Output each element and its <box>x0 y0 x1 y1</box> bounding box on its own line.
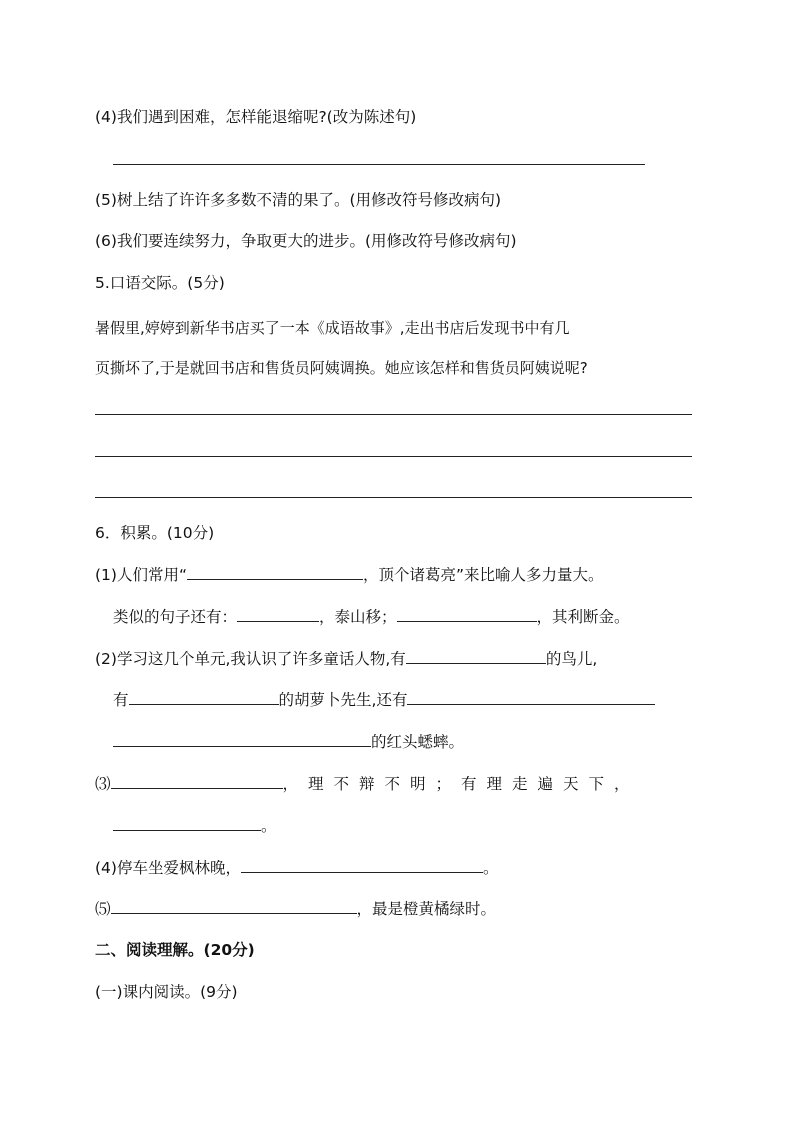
q6-item2-line2 <box>113 689 655 711</box>
q6-item2-text-a: (2)学习这几个单元,我认识了许多童话人物,有 <box>95 650 406 668</box>
q6-item5-text-a: ⑸ <box>95 900 111 918</box>
q6-item1-blank-1[interactable] <box>187 564 363 580</box>
q6-item2-text-b: 的鸟儿, <box>545 650 598 668</box>
q6-item1-text-c: 类似的句子还有： <box>113 608 238 626</box>
q6-item3-text-a: ⑶ <box>95 775 111 793</box>
q6-item1-blank-3[interactable] <box>397 606 537 622</box>
q5-answer-line-1[interactable] <box>95 414 692 415</box>
q6-item4-text-b: 。 <box>482 859 499 877</box>
q6-item2-blank-2[interactable] <box>129 689 279 705</box>
q6-item5-blank[interactable] <box>111 898 357 914</box>
q6-item1-text-d: ，泰山移； <box>319 608 397 626</box>
q6-item1-text-e: ，其利断金。 <box>536 608 630 626</box>
q6-item5-text-b: ，最是橙黄橘绿时。 <box>356 900 497 918</box>
q6-item2-line1 <box>95 648 597 670</box>
q6-item1-line1 <box>95 564 604 586</box>
q6-item2-line3 <box>113 731 464 753</box>
q6-item2-text-d: 的胡萝卜先生,还有 <box>278 691 408 709</box>
q5-paragraph-line2: 页撕坏了,于是就回书店和售货员阿姨调换。她应该怎样和售货员阿姨说呢? <box>95 359 588 377</box>
q6-item3-text-b: ，理不辩不明；有理走遍天下， <box>282 775 640 793</box>
q6-item3-text-c: 。 <box>261 817 277 835</box>
q6-item2-text-e: 的红头蟋蟀。 <box>371 733 465 751</box>
q6-item2-blank-4[interactable] <box>113 731 371 747</box>
section2-title: 二、阅读理解。(20分) <box>95 941 255 959</box>
q4-item4-answer-line[interactable] <box>113 164 645 165</box>
q6-item5 <box>95 898 496 920</box>
q6-item2-text-c: 有 <box>113 691 129 709</box>
q6-item1-text-a: (1)人们常用“ <box>95 566 187 584</box>
section2-sub1-title: (一)课内阅读。(9分) <box>95 983 238 1001</box>
q4-item6: (6)我们要连续努力，争取更大的进步。(用修改符号修改病句) <box>95 232 517 250</box>
q6-item1-blank-2[interactable] <box>237 606 319 622</box>
q6-item2-blank-1[interactable] <box>406 648 546 664</box>
q5-paragraph-line1: 暑假里,婷婷到新华书店买了一本《成语故事》,走出书店后发现书中有几 <box>95 319 570 337</box>
q6-item3-line2 <box>113 815 277 837</box>
q5-answer-line-3[interactable] <box>95 497 692 498</box>
q6-item2-blank-3[interactable] <box>407 689 655 705</box>
q4-item5: (5)树上结了许许多多数不清的果了。(用修改符号修改病句) <box>95 191 502 209</box>
q6-item1-line2 <box>113 606 630 628</box>
q6-item4-text-a: (4)停车坐爱枫林晚， <box>95 859 241 877</box>
q6-item4-blank[interactable] <box>241 857 483 873</box>
q6-item1-text-b: ，顶个诸葛亮”来比喻人多力量大。 <box>363 566 604 584</box>
q6-title: 6．积累。(10分) <box>95 524 215 542</box>
q6-item4 <box>95 857 498 879</box>
q5-answer-line-2[interactable] <box>95 456 692 457</box>
q6-item3-blank-2[interactable] <box>113 815 261 831</box>
q6-item3-blank-1[interactable] <box>111 773 283 789</box>
q4-item4: (4)我们遇到困难，怎样能退缩呢?(改为陈述句) <box>95 108 417 126</box>
q5-title: 5.口语交际。(5分) <box>95 274 225 292</box>
q6-item3-line1 <box>95 773 640 795</box>
